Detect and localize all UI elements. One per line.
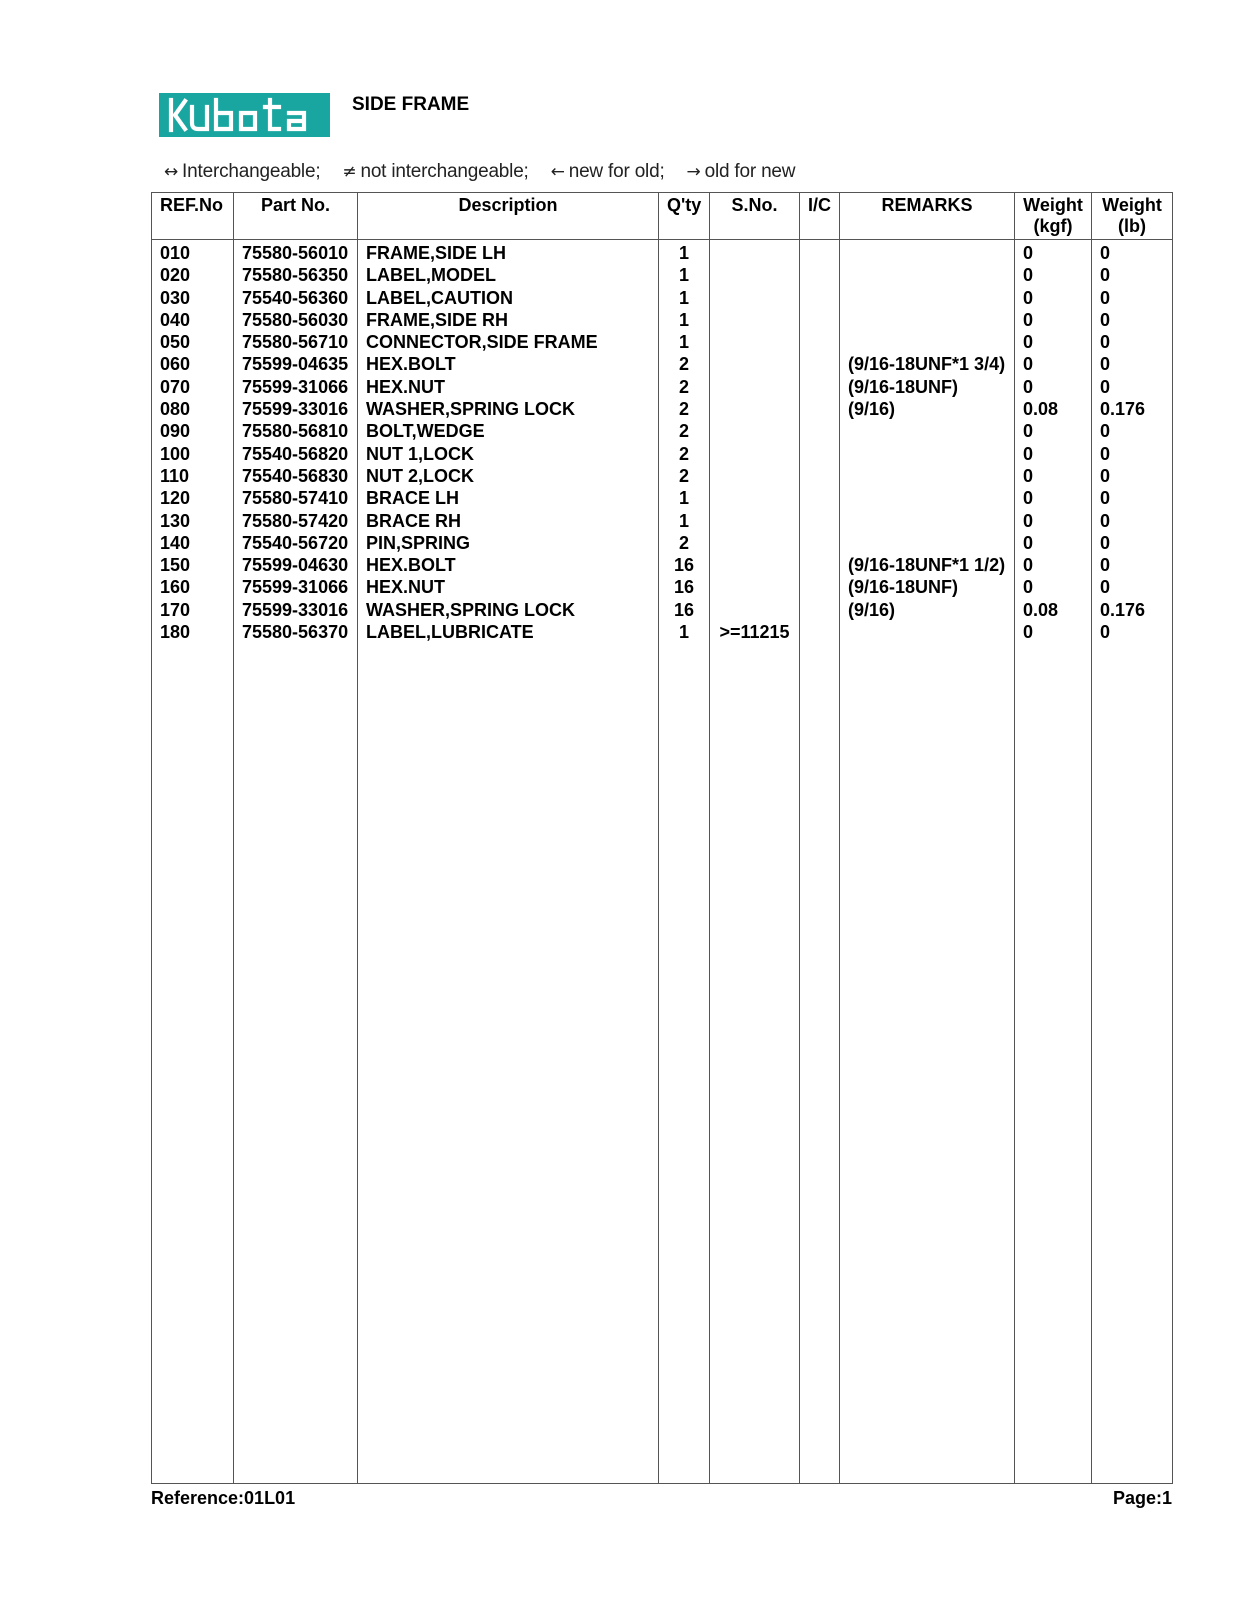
col-header-serial: S.No. <box>710 193 800 240</box>
right-arrow-icon: → <box>686 162 701 182</box>
table-row <box>152 554 1173 576</box>
ref-cell: 070 <box>152 376 234 398</box>
legend-label: old for new <box>704 161 796 182</box>
description-cell: LABEL,CAUTION <box>358 287 659 309</box>
filler-cell <box>358 643 659 1483</box>
description-cell: BRACE LH <box>358 487 659 509</box>
qty-cell: 2 <box>659 443 710 465</box>
table-row <box>152 532 1173 554</box>
ref-cell: 080 <box>152 398 234 420</box>
qty-cell: 2 <box>659 398 710 420</box>
weight-lb-cell: 0 <box>1092 621 1173 643</box>
col-header-remarks: REMARKS <box>840 193 1015 240</box>
weight-kgf-cell: 0 <box>1015 240 1092 265</box>
serial-cell <box>710 331 800 353</box>
ref-cell: 180 <box>152 621 234 643</box>
ref-cell: 100 <box>152 443 234 465</box>
ref-cell: 120 <box>152 487 234 509</box>
col-header-ref: REF.No <box>152 193 234 240</box>
weight-lb-cell: 0 <box>1092 510 1173 532</box>
part-number-cell: 75540-56830 <box>234 465 358 487</box>
serial-cell <box>710 576 800 598</box>
ref-cell: 030 <box>152 287 234 309</box>
weight-lb-cell: 0.176 <box>1092 599 1173 621</box>
reference-label: Reference:01L01 <box>151 1488 296 1508</box>
description-cell: FRAME,SIDE LH <box>358 240 659 265</box>
ic-cell <box>800 443 840 465</box>
weight-kgf-cell: 0 <box>1015 443 1092 465</box>
table-row <box>152 576 1173 598</box>
serial-cell <box>710 376 800 398</box>
remarks-cell: (9/16-18UNF*1 1/2) <box>840 554 1015 576</box>
col-header-weight-lb <box>1092 193 1173 240</box>
table-row <box>152 331 1173 353</box>
remarks-cell <box>840 532 1015 554</box>
description-cell: BOLT,WEDGE <box>358 420 659 442</box>
remarks-cell: (9/16) <box>840 398 1015 420</box>
table-row <box>152 240 1173 265</box>
table-row <box>152 443 1173 465</box>
remarks-cell <box>840 331 1015 353</box>
part-number-cell: 75580-56370 <box>234 621 358 643</box>
table-filler-row <box>152 643 1173 1483</box>
weight-lb-cell: 0 <box>1092 532 1173 554</box>
filler-cell <box>800 643 840 1483</box>
document-title: SIDE FRAME <box>352 94 470 115</box>
table-row <box>152 353 1173 375</box>
filler-cell <box>234 643 358 1483</box>
col-header-ic: I/C <box>800 193 840 240</box>
serial-cell <box>710 287 800 309</box>
weight-kgf-cell: 0 <box>1015 376 1092 398</box>
remarks-cell <box>840 287 1015 309</box>
remarks-cell: (9/16-18UNF) <box>840 376 1015 398</box>
qty-cell: 1 <box>659 309 710 331</box>
part-number-cell: 75599-33016 <box>234 398 358 420</box>
ic-cell <box>800 599 840 621</box>
serial-cell <box>710 420 800 442</box>
serial-cell <box>710 353 800 375</box>
ref-cell: 170 <box>152 599 234 621</box>
ic-cell <box>800 532 840 554</box>
part-number-cell: 75540-56360 <box>234 287 358 309</box>
ref-cell: 090 <box>152 420 234 442</box>
col-header-weight-kgf <box>1015 193 1092 240</box>
filler-cell <box>1015 643 1092 1483</box>
weight-lb-cell: 0 <box>1092 309 1173 331</box>
remarks-cell <box>840 465 1015 487</box>
page-number: Page:1 <box>1112 1488 1172 1508</box>
ref-cell: 010 <box>152 240 234 265</box>
remarks-cell <box>840 420 1015 442</box>
weight-kgf-cell: 0 <box>1015 309 1092 331</box>
ic-cell <box>800 487 840 509</box>
part-number-cell: 75580-56030 <box>234 309 358 331</box>
ref-cell: 160 <box>152 576 234 598</box>
serial-cell <box>710 465 800 487</box>
qty-cell: 16 <box>659 576 710 598</box>
parts-table <box>151 192 1173 1484</box>
part-number-cell: 75599-31066 <box>234 576 358 598</box>
filler-cell <box>840 643 1015 1483</box>
weight-kgf-cell: 0 <box>1015 264 1092 286</box>
description-cell: NUT 1,LOCK <box>358 443 659 465</box>
qty-cell: 1 <box>659 510 710 532</box>
part-number-cell: 75599-04630 <box>234 554 358 576</box>
filler-cell <box>152 643 234 1483</box>
qty-cell: 1 <box>659 487 710 509</box>
part-number-cell: 75580-56010 <box>234 240 358 265</box>
qty-cell: 1 <box>659 621 710 643</box>
part-number-cell: 75599-04635 <box>234 353 358 375</box>
legend-item <box>164 161 320 183</box>
description-cell: HEX.BOLT <box>358 353 659 375</box>
serial-cell <box>710 309 800 331</box>
ic-cell <box>800 287 840 309</box>
table-header-row <box>152 193 1173 240</box>
remarks-cell <box>840 443 1015 465</box>
description-cell: LABEL,LUBRICATE <box>358 621 659 643</box>
weight-lb-cell: 0 <box>1092 240 1173 265</box>
left-arrow-icon: ← <box>550 162 565 182</box>
weight-lb-cell: 0 <box>1092 443 1173 465</box>
weight-lb-cell: 0 <box>1092 376 1173 398</box>
qty-cell: 1 <box>659 331 710 353</box>
filler-cell <box>710 643 800 1483</box>
ic-cell <box>800 240 840 265</box>
weight-lb-cell: 0 <box>1092 465 1173 487</box>
remarks-cell: (9/16-18UNF*1 3/4) <box>840 353 1015 375</box>
serial-cell <box>710 487 800 509</box>
weight-lb-cell: 0 <box>1092 487 1173 509</box>
serial-cell <box>710 510 800 532</box>
weight-lb-cell: 0 <box>1092 554 1173 576</box>
qty-cell: 16 <box>659 599 710 621</box>
qty-cell: 2 <box>659 376 710 398</box>
col-header-weight-kgf-line1: Weight <box>1023 195 1083 215</box>
ref-cell: 020 <box>152 264 234 286</box>
part-number-cell: 75580-57420 <box>234 510 358 532</box>
ic-cell <box>800 420 840 442</box>
description-cell: LABEL,MODEL <box>358 264 659 286</box>
ref-cell: 060 <box>152 353 234 375</box>
ic-cell <box>800 465 840 487</box>
weight-kgf-cell: 0 <box>1015 621 1092 643</box>
weight-kgf-cell: 0 <box>1015 554 1092 576</box>
weight-kgf-cell: 0 <box>1015 510 1092 532</box>
ref-cell: 040 <box>152 309 234 331</box>
ic-cell <box>800 621 840 643</box>
table-row <box>152 264 1173 286</box>
remarks-cell <box>840 621 1015 643</box>
qty-cell: 1 <box>659 287 710 309</box>
filler-cell <box>659 643 710 1483</box>
legend-label: Interchangeable; <box>182 161 321 182</box>
serial-cell <box>710 532 800 554</box>
filler-cell <box>1092 643 1173 1483</box>
serial-cell <box>710 599 800 621</box>
part-number-cell: 75599-31066 <box>234 376 358 398</box>
qty-cell: 16 <box>659 554 710 576</box>
remarks-cell <box>840 487 1015 509</box>
ref-cell: 050 <box>152 331 234 353</box>
weight-lb-cell: 0 <box>1092 576 1173 598</box>
table-row <box>152 376 1173 398</box>
col-header-weight-lb-line2: (lb) <box>1118 216 1146 236</box>
remarks-cell: (9/16) <box>840 599 1015 621</box>
description-cell: WASHER,SPRING LOCK <box>358 398 659 420</box>
description-cell: BRACE RH <box>358 510 659 532</box>
col-header-weight-lb-line1: Weight <box>1102 195 1162 215</box>
weight-kgf-cell: 0.08 <box>1015 398 1092 420</box>
col-header-weight-kgf-line2: (kgf) <box>1033 216 1073 236</box>
weight-kgf-cell: 0.08 <box>1015 599 1092 621</box>
serial-cell <box>710 554 800 576</box>
legend-item <box>342 161 528 183</box>
legend-label: new for old; <box>568 161 665 182</box>
legend-item <box>551 161 665 183</box>
ic-cell <box>800 353 840 375</box>
remarks-cell <box>840 510 1015 532</box>
remarks-cell <box>840 264 1015 286</box>
weight-kgf-cell: 0 <box>1015 420 1092 442</box>
table-row <box>152 398 1173 420</box>
weight-lb-cell: 0 <box>1092 264 1173 286</box>
qty-cell: 2 <box>659 532 710 554</box>
serial-cell: >=11215 <box>710 621 800 643</box>
ref-cell: 150 <box>152 554 234 576</box>
table-row <box>152 487 1173 509</box>
ic-cell <box>800 576 840 598</box>
ic-cell <box>800 331 840 353</box>
part-number-cell: 75599-33016 <box>234 599 358 621</box>
table-row <box>152 465 1173 487</box>
table-row <box>152 309 1173 331</box>
description-cell: NUT 2,LOCK <box>358 465 659 487</box>
table-row <box>152 510 1173 532</box>
description-cell: WASHER,SPRING LOCK <box>358 599 659 621</box>
qty-cell: 1 <box>659 240 710 265</box>
col-header-description: Description <box>358 193 659 240</box>
description-cell: HEX.NUT <box>358 376 659 398</box>
part-number-cell: 75580-57410 <box>234 487 358 509</box>
qty-cell: 2 <box>659 465 710 487</box>
table-row <box>152 599 1173 621</box>
description-cell: HEX.NUT <box>358 576 659 598</box>
qty-cell: 2 <box>659 420 710 442</box>
serial-cell <box>710 398 800 420</box>
serial-cell <box>710 264 800 286</box>
part-number-cell: 75580-56350 <box>234 264 358 286</box>
not-equal-icon: ≠ <box>342 162 357 182</box>
interchangeability-legend <box>164 161 817 183</box>
col-header-part: Part No. <box>234 193 358 240</box>
weight-kgf-cell: 0 <box>1015 576 1092 598</box>
table-row <box>152 621 1173 643</box>
description-cell: FRAME,SIDE RH <box>358 309 659 331</box>
ref-cell: 110 <box>152 465 234 487</box>
part-number-cell: 75580-56810 <box>234 420 358 442</box>
weight-kgf-cell: 0 <box>1015 487 1092 509</box>
double-arrow-icon: ↔ <box>164 162 179 182</box>
ref-cell: 140 <box>152 532 234 554</box>
remarks-cell: (9/16-18UNF) <box>840 576 1015 598</box>
weight-lb-cell: 0 <box>1092 331 1173 353</box>
table-row <box>152 287 1173 309</box>
weight-kgf-cell: 0 <box>1015 532 1092 554</box>
ic-cell <box>800 376 840 398</box>
part-number-cell: 75540-56820 <box>234 443 358 465</box>
remarks-cell <box>840 309 1015 331</box>
ref-cell: 130 <box>152 510 234 532</box>
table-row <box>152 420 1173 442</box>
description-cell: CONNECTOR,SIDE FRAME <box>358 331 659 353</box>
weight-lb-cell: 0 <box>1092 353 1173 375</box>
weight-kgf-cell: 0 <box>1015 465 1092 487</box>
weight-lb-cell: 0 <box>1092 420 1173 442</box>
kubota-logo <box>159 93 330 137</box>
weight-lb-cell: 0.176 <box>1092 398 1173 420</box>
part-number-cell: 75540-56720 <box>234 532 358 554</box>
weight-kgf-cell: 0 <box>1015 287 1092 309</box>
serial-cell <box>710 240 800 265</box>
description-cell: PIN,SPRING <box>358 532 659 554</box>
legend-item <box>687 161 796 183</box>
remarks-cell <box>840 240 1015 265</box>
weight-kgf-cell: 0 <box>1015 353 1092 375</box>
description-cell: HEX.BOLT <box>358 554 659 576</box>
qty-cell: 1 <box>659 264 710 286</box>
legend-label: not interchangeable; <box>360 161 529 182</box>
part-number-cell: 75580-56710 <box>234 331 358 353</box>
ic-cell <box>800 554 840 576</box>
qty-cell: 2 <box>659 353 710 375</box>
serial-cell <box>710 443 800 465</box>
col-header-qty: Q'ty <box>659 193 710 240</box>
weight-lb-cell: 0 <box>1092 287 1173 309</box>
weight-kgf-cell: 0 <box>1015 331 1092 353</box>
ic-cell <box>800 309 840 331</box>
ic-cell <box>800 510 840 532</box>
ic-cell <box>800 398 840 420</box>
ic-cell <box>800 264 840 286</box>
